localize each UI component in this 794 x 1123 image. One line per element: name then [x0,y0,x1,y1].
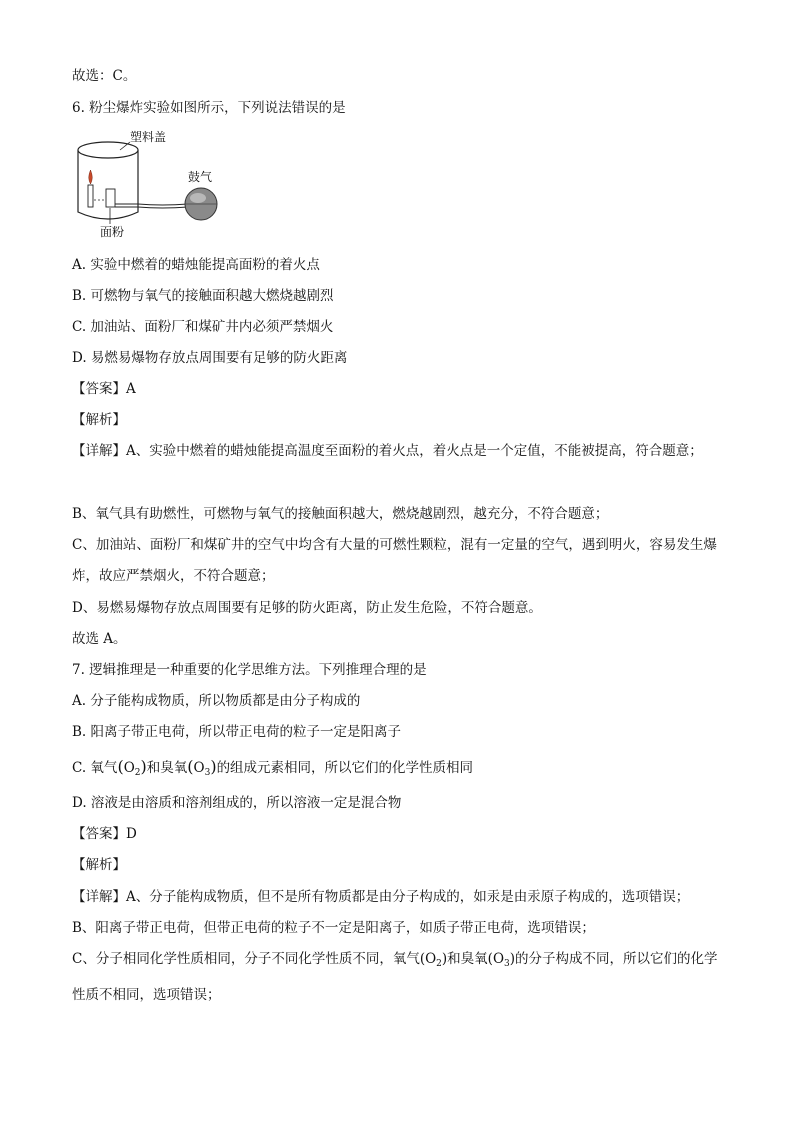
flour-label: 面粉 [100,225,125,239]
q6-detail-c: C、加油站、面粉厂和煤矿井的空气中均含有大量的可燃性颗粒，混有一定量的空气，遇到明火，容易发生爆炸，故应严禁烟火，不符合题意； [72,537,717,584]
q6-option-b: B. 可燃物与氧气的接触面积越大燃烧越剧烈 [72,288,334,304]
q7-detail-a: 【详解】A、分子能构成物质，但不是所有物质都是由分子构成的，如汞是由汞原子构成的，选项错误； [72,889,690,905]
q6-option-d: D. 易燃易爆物存放点周围要有足够的防火距离 [72,350,348,366]
q6-detail-b: B、氧气具有助燃性，可燃物与氧气的接触面积越大，燃烧越剧烈，越充分，不符合题意； [72,506,609,522]
flour-cup [106,189,115,207]
q7-detail-b: B、阳离子带正电荷，但带正电荷的粒子不一定是阳离子，如质子带正电荷，选项错误； [72,920,595,936]
q7-option-d: D. 溶液是由溶质和溶剂组成的，所以溶液一定是混合物 [72,795,402,811]
q6-option-c: C. 加油站、面粉厂和煤矿井内必须严禁烟火 [72,319,334,335]
q6-final-answer: 故选 A。 [72,631,127,647]
question-6-stem: 6. 粉尘爆炸实验如图所示，下列说法错误的是 [72,100,346,116]
q6-detail-a: 【详解】A、实验中燃着的蜡烛能提高温度至面粉的着火点，着火点是一个定值，不能被提高，符合题意； [72,443,703,459]
q7-analysis-heading: 【解析】 [72,857,126,873]
dust-explosion-figure [72,128,232,240]
prev-answer-line: 故选：C。 [72,68,137,84]
q7-detail-c: C、分子相同化学性质相同，分子不同化学性质不同，氧气$(O_2)$和臭氧$(O_3)$的分子构成不同，所以它们的化学性质不相同，选项错误； [72,951,718,1003]
q7-option-b: B. 阳离子带正电荷，所以带正电荷的粒子一定是阳离子 [72,724,402,740]
air-tube [115,204,188,205]
q6-option-a: A. 实验中燃着的蜡烛能提高面粉的着火点 [72,257,320,273]
lid-label: 塑料盖 [130,130,167,144]
q7-option-a: A. 分子能构成物质，所以物质都是由分子构成的 [72,693,361,709]
candle [88,185,93,207]
q6-analysis-heading: 【解析】 [72,412,126,428]
can-body [78,150,138,219]
q7-option-c: C. 氧气$(O_2)$和臭氧$(O_3)$的组成元素相同，所以它们的化学性质相同 [72,757,474,778]
bellows-label: 鼓气 [188,170,213,184]
candle-flame [89,170,93,184]
q6-detail-d: D、易燃易爆物存放点周围要有足够的防火距离，防止发生危险，不符合题意。 [72,600,542,616]
q7-answer: 【答案】D [72,826,137,842]
question-7-stem: 7. 逻辑推理是一种重要的化学思维方法。下列推理合理的是 [72,662,427,678]
q6-answer: 【答案】A [72,381,136,397]
can-lid [78,142,138,158]
